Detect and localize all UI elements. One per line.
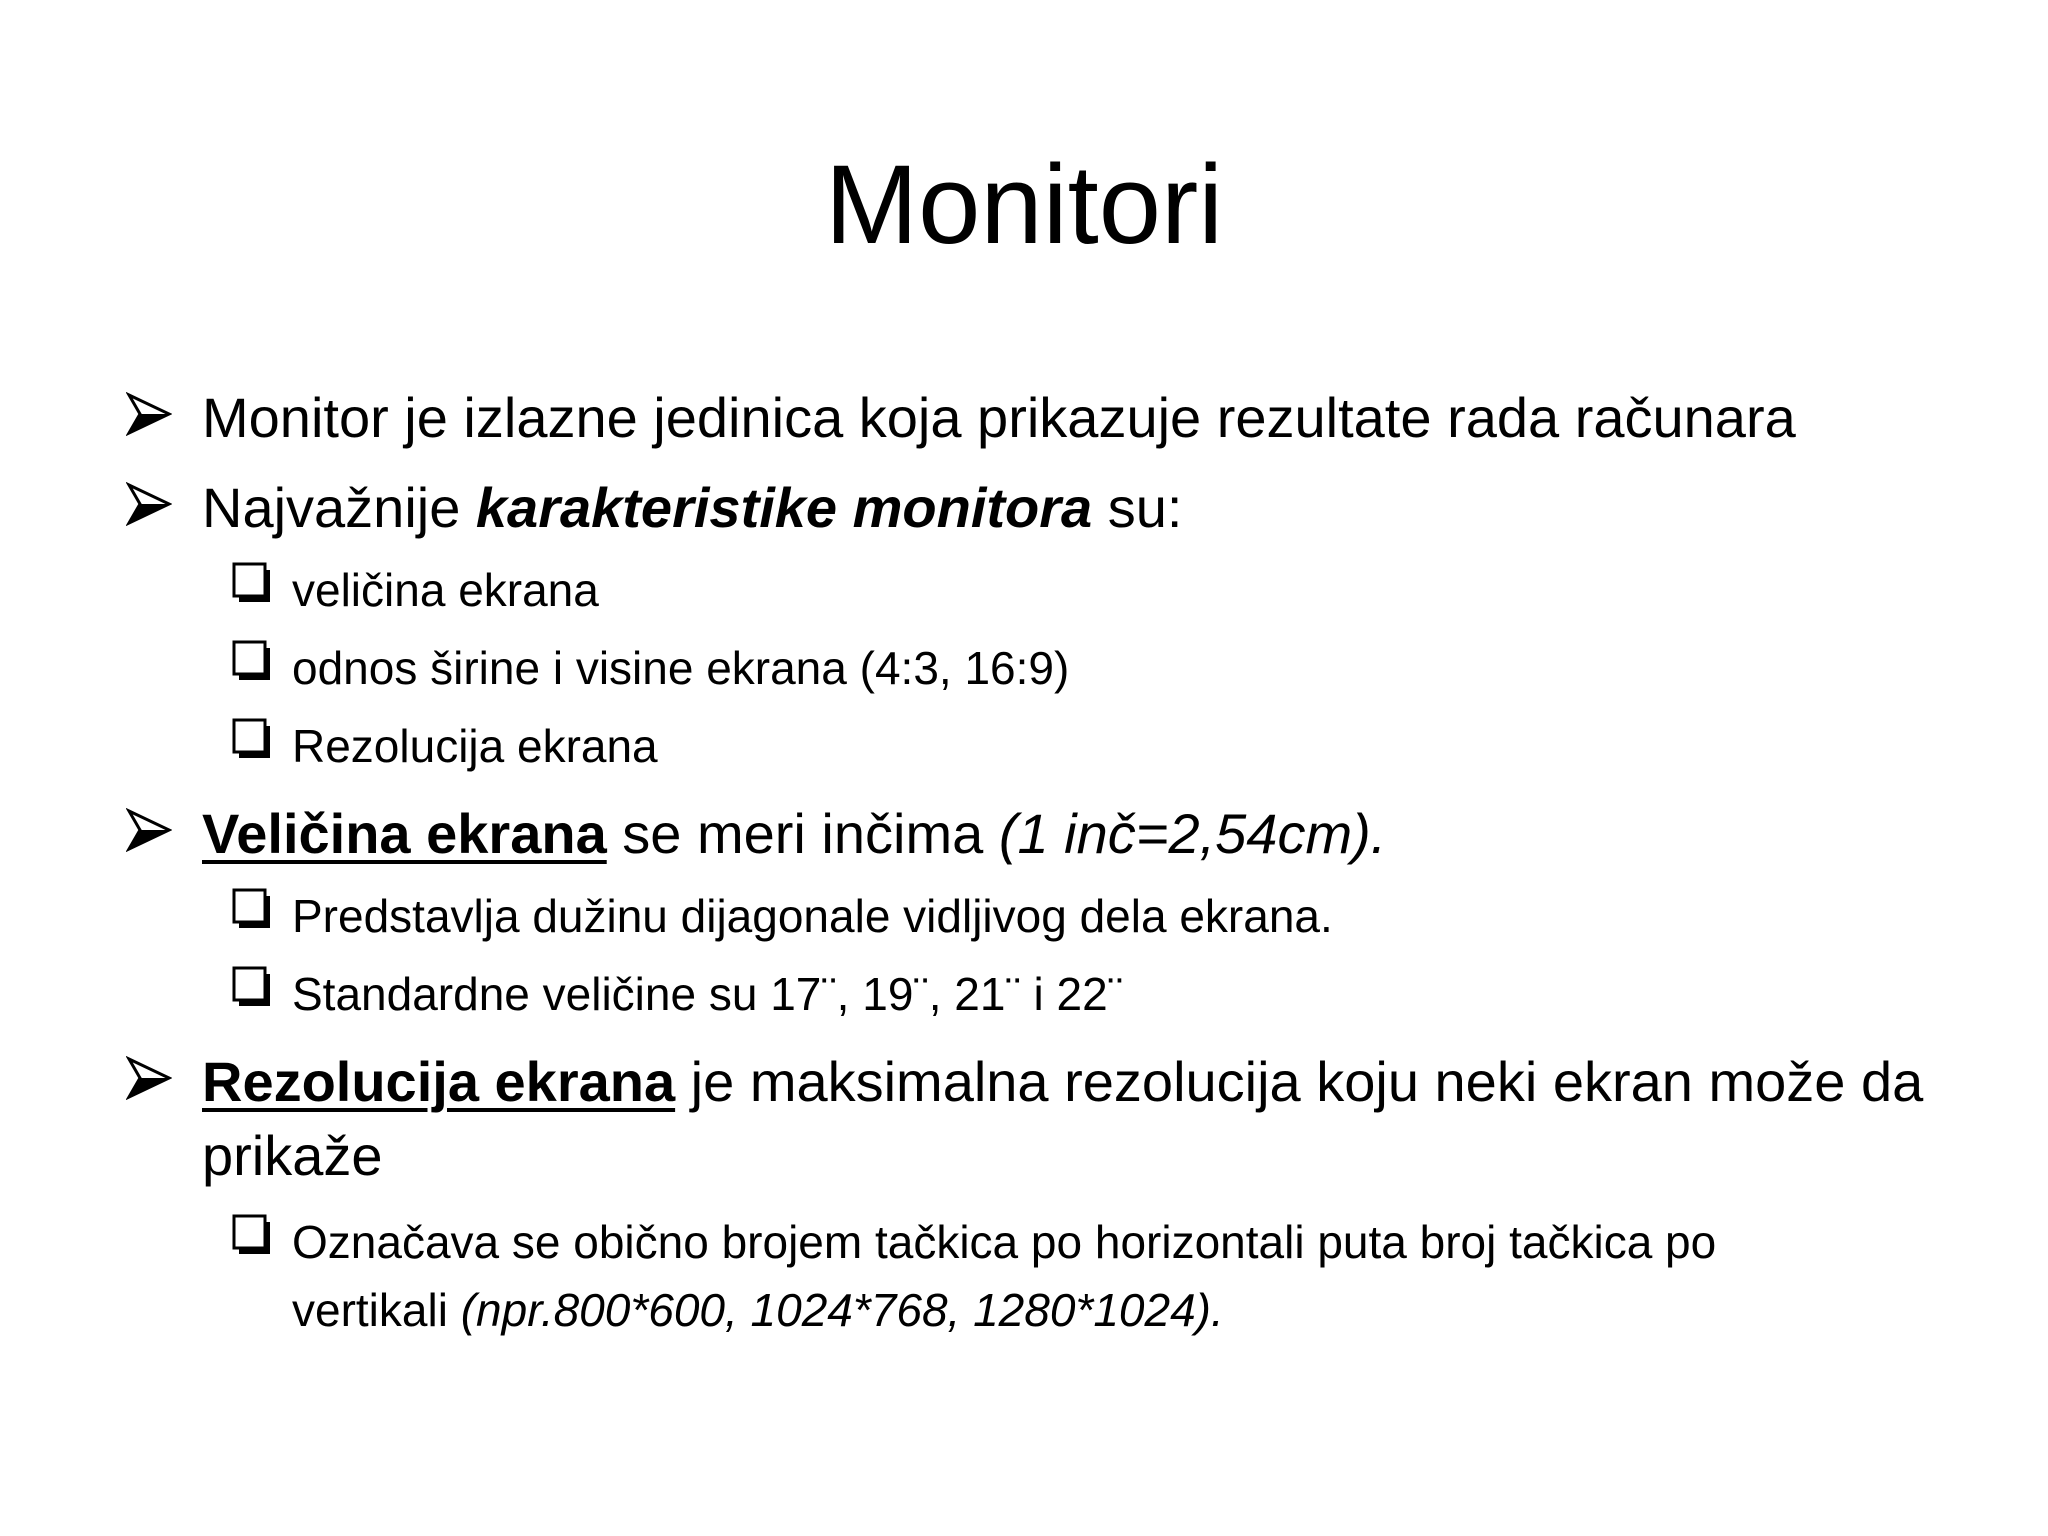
bullet-emphasis: Veličina ekrana (202, 802, 607, 865)
bullet-emphasis: karakteristike monitora (475, 476, 1093, 539)
checkbox-bullet-icon (232, 562, 272, 604)
sub-text-pre: vertikali (292, 1284, 461, 1336)
arrowhead-bullet-icon (126, 808, 172, 852)
sub-item-aspect-ratio: odnos širine i visine ekrana (4:3, 16:9) (292, 642, 1070, 694)
bullet-screen-size (202, 798, 1386, 870)
bullet-emphasis: Rezolucija ekrana (202, 1050, 676, 1113)
checkbox-bullet-icon (232, 1214, 272, 1256)
checkbox-bullet-icon (232, 640, 272, 682)
checkbox-bullet-icon (232, 888, 272, 930)
bullet-text-post: su: (1092, 476, 1183, 539)
bullet-resolution (202, 1046, 1923, 1118)
sub-item-resolution: Rezolucija ekrana (292, 720, 658, 772)
arrowhead-bullet-icon (126, 482, 172, 526)
bullet-monitor-definition (202, 382, 1796, 454)
checkbox-bullet-icon (232, 966, 272, 1008)
sub-item-standard-sizes: Standardne veličine su 17¨, 19¨, 21¨ i 22¨ (292, 968, 1124, 1020)
sub-item-resolution-notation: Označava se obično brojem tačkica po horizontali puta broj tačkica po (292, 1216, 1717, 1268)
checkbox-bullet-icon (232, 718, 272, 760)
bullet-text-mid: se meri inčima (606, 802, 999, 865)
bullet-text: Monitor je izlazne jedinica koja prikazuje rezultate rada računara (202, 386, 1796, 449)
slide-title: Monitori (824, 142, 1224, 267)
bullet-text-pre: Najvažnije (202, 476, 476, 539)
sub-item-screen-size: veličina ekrana (292, 564, 599, 616)
bullet-resolution-continuation: prikaže (202, 1124, 383, 1187)
bullet-characteristics (202, 472, 1182, 544)
bullet-italic-note: (1 inč=2,54cm). (998, 802, 1387, 865)
arrowhead-bullet-icon (126, 392, 172, 436)
bullet-text-rest: je maksimalna rezolucija koju neki ekran može da (675, 1050, 1924, 1113)
sub-item-diagonal: Predstavlja dužinu dijagonale vidljivog dela ekrana. (292, 890, 1333, 942)
sub-italic-examples: (npr.800*600, 1024*768, 1280*1024). (460, 1284, 1224, 1336)
arrowhead-bullet-icon (126, 1056, 172, 1100)
sub-item-resolution-examples (292, 1280, 1224, 1340)
